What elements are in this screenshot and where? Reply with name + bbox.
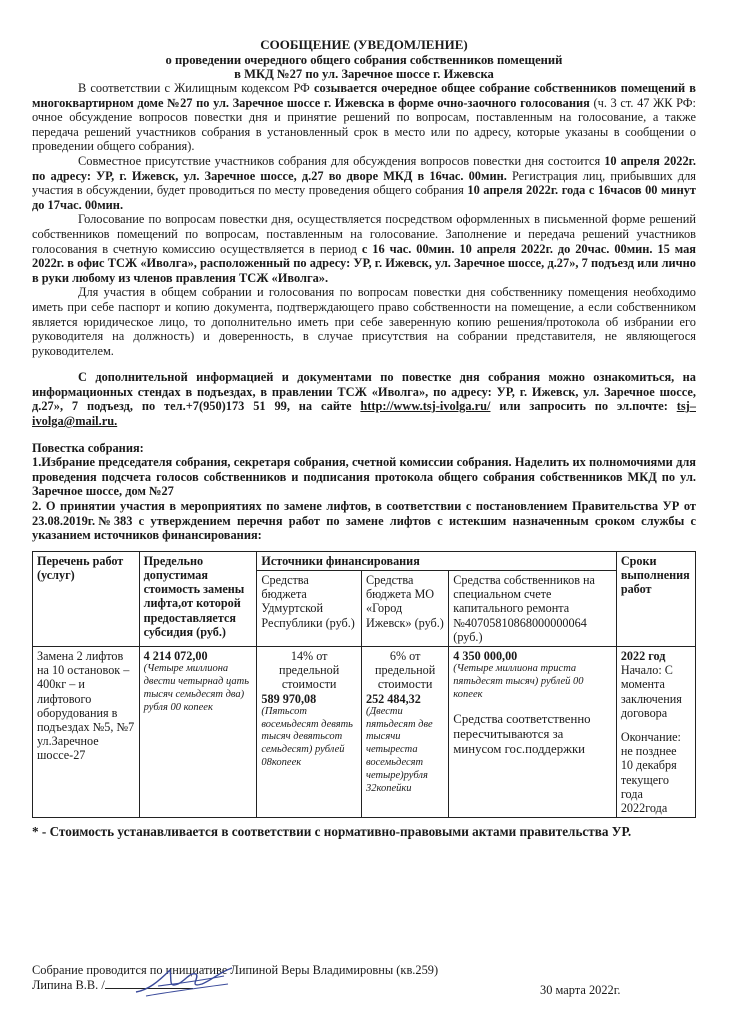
republic-percent: 14% от предельной стоимости [279,649,340,692]
header-works: Перечень работ (услуг) [33,551,140,646]
footnote: * - Стоимость устанавливается в соответствии с нормативно-правовыми актами правительства УР. [32,824,632,840]
document-date: 30 марта 2022г. [540,983,621,997]
cost-number: 4 214 072,00 [143,649,208,664]
email-link[interactable]: tsj–ivolga@mail.ru. [32,399,696,429]
table-header-row [33,551,696,570]
paragraph-convocation [32,81,696,154]
handwritten-signature [128,962,238,1002]
cell-source-owners [449,647,617,818]
city-number: 252 484,32 [365,691,421,706]
city-percent: 6% от предельной стоимости [374,649,436,692]
cell-source-republic [257,647,362,818]
paragraph-meeting-time [32,154,696,212]
agenda-item-2: 2. О принятии участия в мероприятиях по замене лифтов, в соответствии с постановлением Правительства УР от 23.08.2019г.№383 с утверждением перечня работ по замене лифтов с истекшим назначенным сроком службы с указанием источников финансирования: [32,499,696,543]
owners-number: 4 350 000,00 [453,649,518,664]
agenda-item-1: 1.Избрание председателя собрания, секретаря собрания, счетной комиссии собрания. Наделить их полномочиями для проведения подсчета голосов собственников и подписания протокола общего собрания собственников МКД по ул. Заречное шоссе, дом №27 [32,455,696,499]
owners-words: (Четыре миллиона триста пятьдесят тысяч) рублей 00 копеек [453,663,584,700]
cell-works: Замена 2 лифтов на 10 остановок – 400кг – и лифтового оборудования в подъездах №5, №7 ул.Заречное шоссе-27 [33,647,140,818]
document-subtitle-1: о проведении очередного общего собрания собственников помещений [165,52,563,67]
cell-source-city [361,647,448,818]
initiator-line: Собрание проводится по инициативе Липиной Веры Владимировны (кв.259) [32,963,439,977]
paragraph-participation: Для участия в общем собрании и голосования по вопросам повестки дня собственнику помещения необходимо иметь при себе паспорт и копию документа, подтверждающего право собственности на помещение, а если собственником является юридическое лицо, то дополнительно иметь при себе заверенную копию решения/протокола об избрании его руководителя на должность) и доверенность, в случае присутствия на собрании представителя, не являющегося руководителем. [32,285,696,358]
spacer [32,358,696,370]
republic-words: (Пятьсот восемьдесят девять тысяч девятьсот семьдесят) рублей 08копеек [261,705,353,769]
republic-number: 589 970,08 [261,691,317,706]
para5-text-a: С дополнительной информацией и документами по повестке дня собрания можно ознакомиться, на информационных стендах в подъездах, в правлении ТСЖ «Иволга», по адресу: УР, г. Ижевск, ул. Заречное шоссе, д.27», 7 подъезд, по тел.+7(950)173 51 99, на сайте [32,370,696,414]
notice-document [32,38,696,840]
signer-label: Липина В.В. / [32,978,105,992]
cell-terms [616,647,695,818]
city-words: (Двести пятьдесят две тысячи четыреста восемьдесят четыре)рубля 32копейки [365,705,433,794]
paragraph-additional-info [32,370,696,428]
para1-text-c: (ч. 3 ст. 47 ЖК РФ: очное обсуждение вопросов повестки дня и принятие решений по вопросам, поставленным на голосование, а также передача решений участников собрания в установленный срок в место или по адресу, которые указаны в сообщении о проведении общего собрания). [32,95,696,154]
spacer [32,429,696,441]
header-cost: Предельно допустимая стоимость замены лифта,от которой предоставляется субсидия (руб.) [139,551,257,646]
terms-end: Окончание: не позднее 10 декабря текущего года 2022года [620,730,681,816]
terms-year: 2022 год [620,649,666,664]
para1-text-a: В соответствии с Жилищным кодексом РФ [78,81,314,95]
para1-text-b: созывается очередное общее собрание собственников помещений в многоквартирном доме №27 по ул. Заречное шоссе г. Ижевска в форме очно-заочного голосования [32,81,696,110]
terms-start: Начало: С момента заключения договора [620,663,682,720]
para2-text-a: Совместное присутствие участников собрания для обсуждения вопросов повестки дня состоится [78,153,605,168]
header-sources: Источники финансирования [257,551,616,570]
header-source-republic: Средства бюджета Удмуртской Республики (руб.) [257,571,362,647]
header-terms: Сроки выполнения работ [616,551,695,646]
owners-note: Средства соответственно пересчитываются за минусом гос.поддержки [453,711,591,756]
cost-words: (Четыре миллиона двести четырнад цать тысяч семьдесят два) рубля 00 копеек [143,663,249,713]
para2-text-b: 10 апреля 2022г. по адресу: УР, г. Ижевск, ул. Заречное шоссе, д.27 во дворе МКД в 16час. 00мин. [32,153,696,183]
document-subtitle-2: в МКД №27 по ул. Заречное шоссе г. Ижевска [234,66,494,81]
header-source-owners: Средства собственников на специальном счете капитального ремонта №40705810868000000064 (руб.) [449,571,617,647]
paragraph-voting [32,212,696,285]
agenda-heading: Повестка собрания: [32,440,144,455]
cell-cost [139,647,257,818]
para2-text-d: 10 апреля 2022г. года с 16часов 00 минут до 17час. 00мин. [32,183,696,212]
website-link[interactable]: http://www.tsj-ivolga.ru/ [360,399,491,414]
table-row [33,647,696,818]
document-title: СООБЩЕНИЕ (УВЕДОМЛЕНИЕ) [260,37,468,52]
header-source-city: Средства бюджета МО «Город Ижевск» (руб.) [361,571,448,647]
para2-text-c: Регистрация лиц, прибывших для участия в обсуждении, будет проводиться по месту проведения общего собрания [32,168,696,198]
financing-table [32,551,696,818]
para5-text-b: или запросить по эл.почте: [490,399,677,414]
para3-text-b: с 16 час. 00мин. 10 апреля 2022г. до 20час. 00мин. 15 мая 2022г. в офис ТСЖ «Иволга», расположенный по адресу: УР, г. Ижевск, ул. Заречное шоссе, д.27», 7 подъезд или лично в руки любому из членов правления ТСЖ «Иволга». [32,241,696,285]
para3-text-a: Голосование по вопросам повестки дня, осуществляется посредством оформленных в письменной форме решений собственников помещений по вопросам, поставленным на голосование. Заполнение и передача решений участников голосования в счетную комиссию осуществляется в период [32,212,696,256]
